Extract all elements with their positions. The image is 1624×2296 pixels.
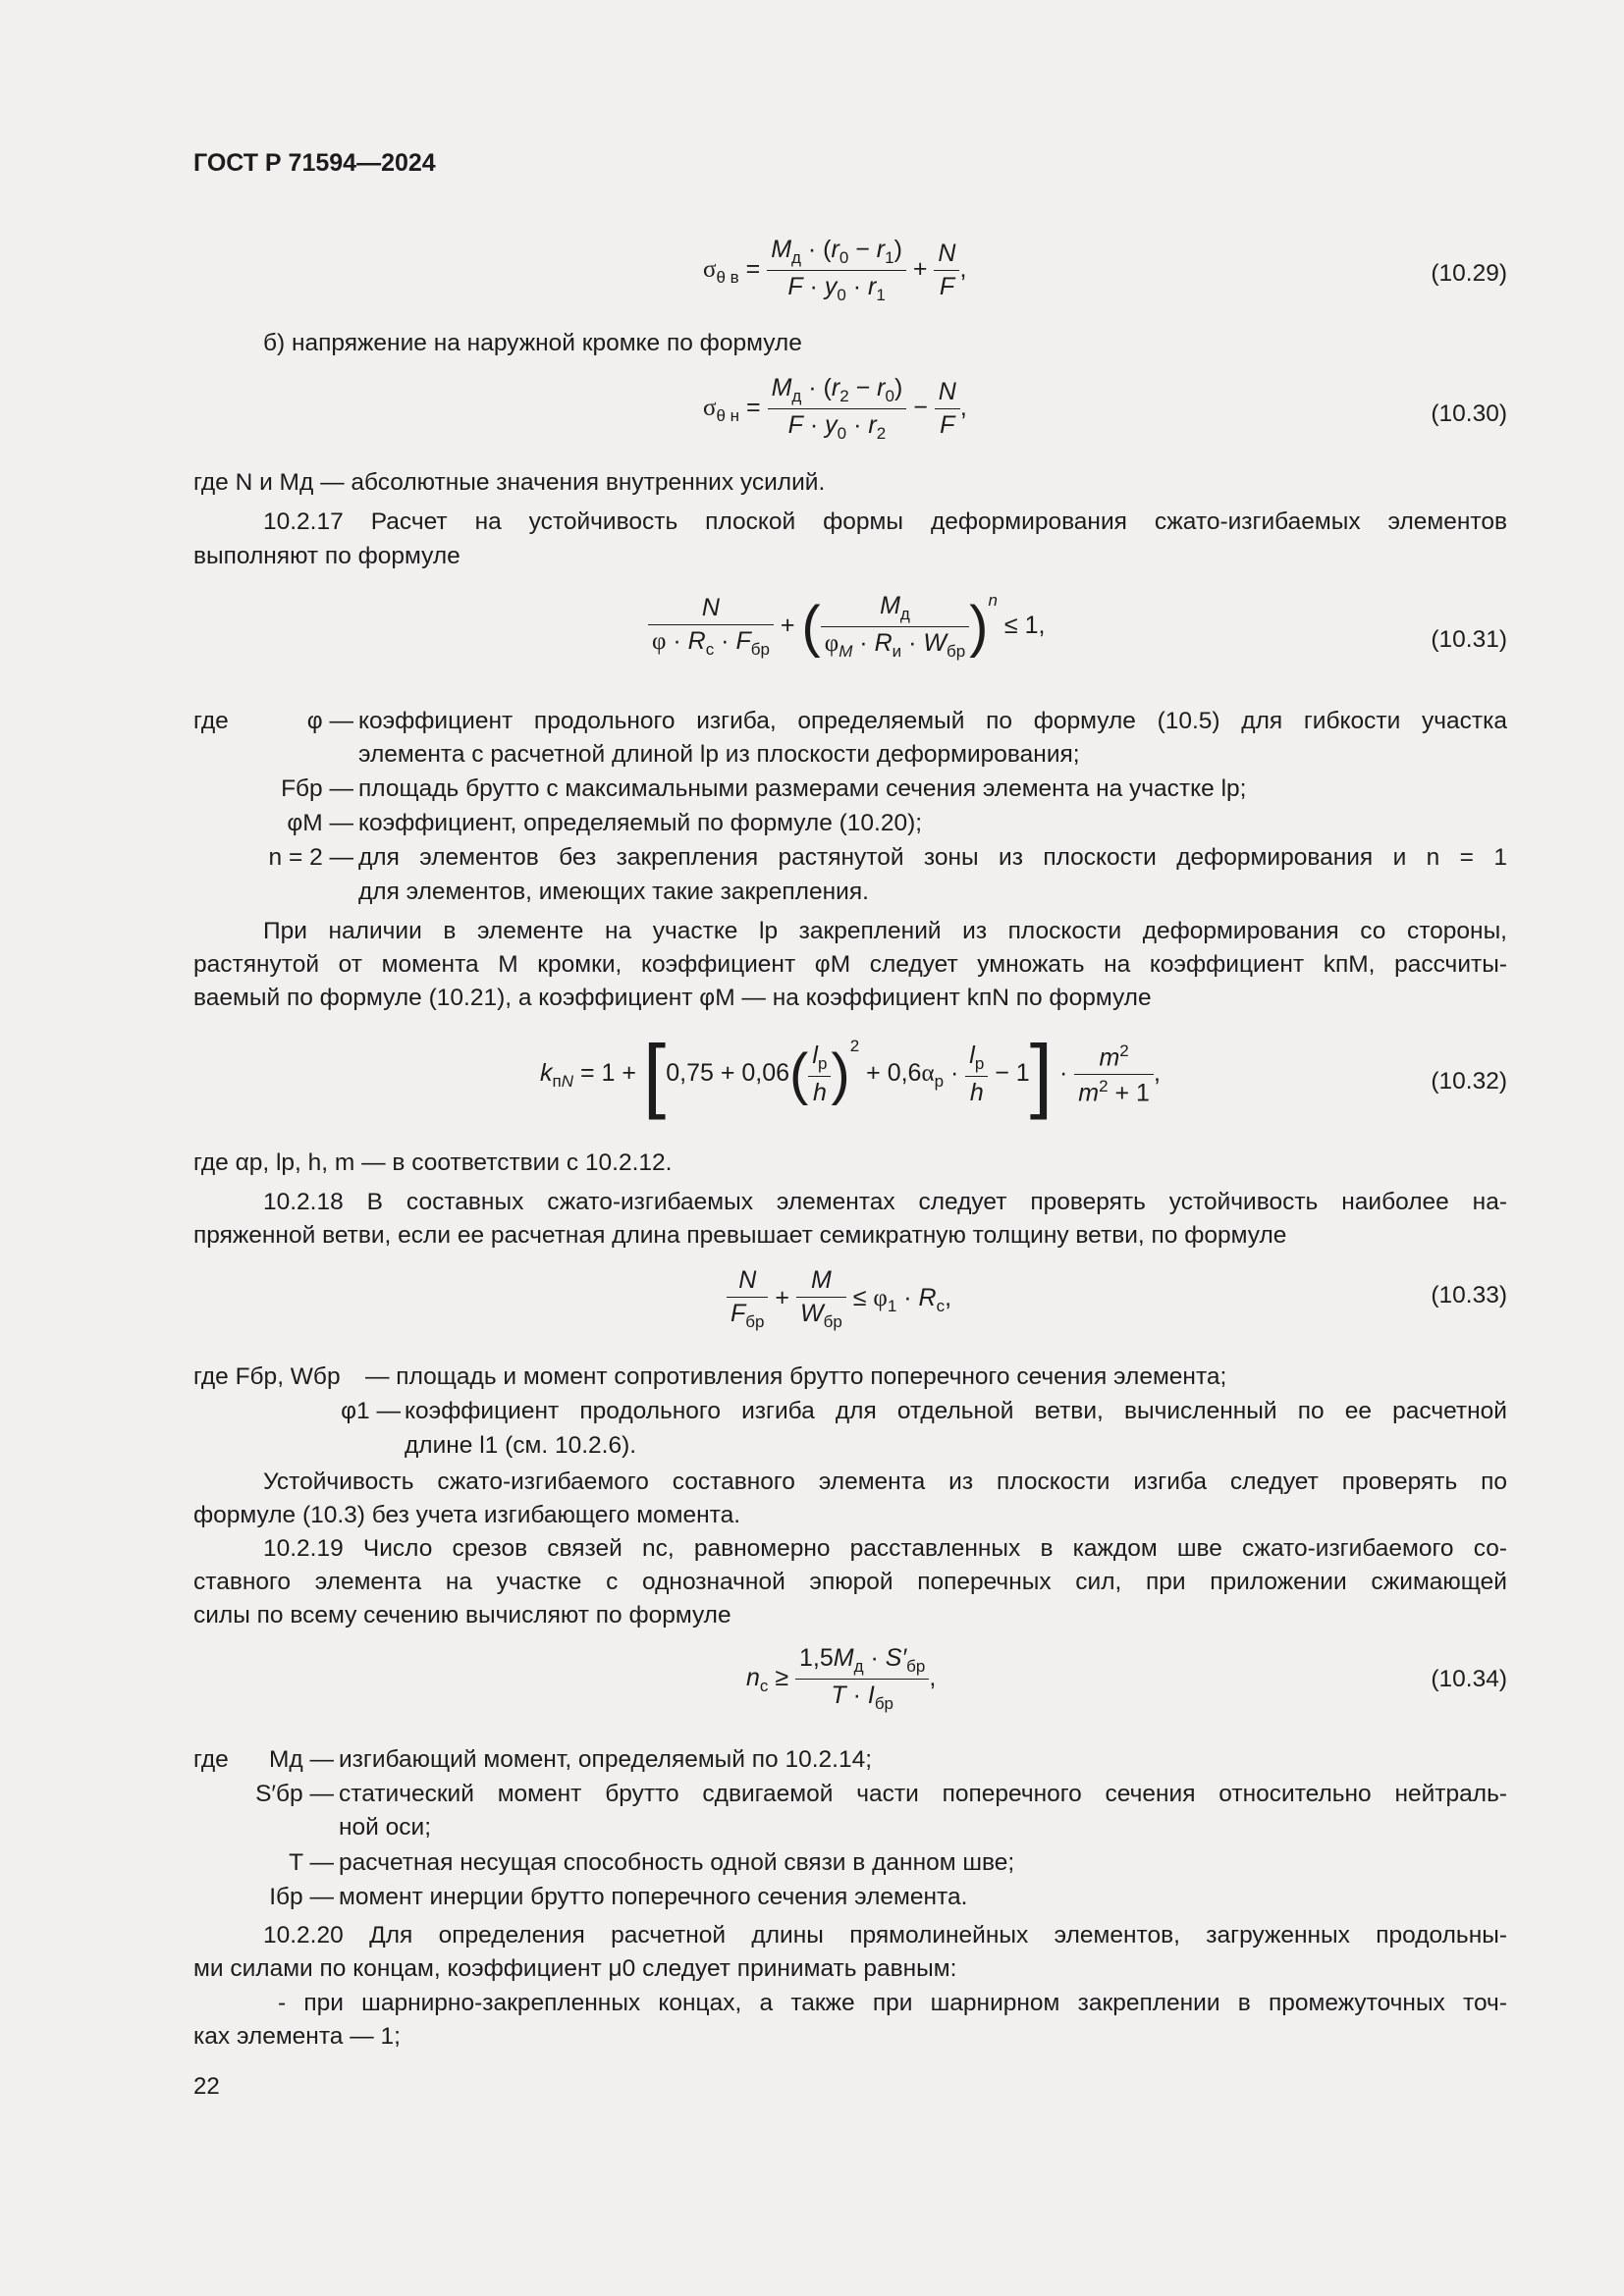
text-line: растянутой от момента M кромки, коэффициент φM следует умножать на коэффициент kпM, рассчиты- bbox=[193, 951, 1507, 978]
equation-number: (10.33) bbox=[1431, 1282, 1507, 1308]
text-line: длине l1 (см. 10.2.6). bbox=[405, 1432, 637, 1459]
page-number: 22 bbox=[193, 2073, 220, 2100]
text-line: расчетная несущая способность одной связи в данном шве; bbox=[339, 1849, 1015, 1876]
text-line: ваемый по формуле (10.21), а коэффициент φM — на коэффициент kпN по формуле bbox=[193, 985, 1152, 1011]
text-line: силы по всему сечению вычисляют по формуле bbox=[193, 1602, 731, 1629]
text-line: При наличии в элементе на участке lр закреплений из плоскости деформирования со стороны, bbox=[263, 918, 1507, 944]
text-line: площадь брутто с максимальными размерами сечения элемента на участке lр; bbox=[358, 775, 1247, 802]
text-line: Устойчивость сжато-изгибаемого составного элемента из плоскости изгиба следует проверять по bbox=[263, 1468, 1507, 1495]
text-line: где Fбр, Wбр bbox=[193, 1363, 341, 1390]
text-line: 10.2.20 Для определения расчетной длины прямолинейных элементов, загруженных продольны- bbox=[263, 1922, 1507, 1949]
text-line: где αр, lр, h, m — в соответствии с 10.2.12. bbox=[193, 1149, 673, 1176]
text-line: для элементов без закрепления растянутой зоны из плоскости деформирования и n = 1 bbox=[358, 844, 1507, 871]
equation-number: (10.32) bbox=[1431, 1068, 1507, 1095]
text-line: где N и Mд — абсолютные значения внутренних усилий. bbox=[193, 469, 826, 496]
equation-number: (10.31) bbox=[1431, 626, 1507, 653]
text-line: изгибающий момент, определяемый по 10.2.14; bbox=[339, 1746, 873, 1773]
equation-number: (10.30) bbox=[1431, 400, 1507, 427]
formula-10-29: $\sigma_{\theta в}$ = $\frac{M_д \cdot (r_0 - r_1)}{F \cdot y_0 \cdot r_1}$ + $\frac{N}{F}$ , bbox=[703, 236, 967, 304]
symbol-label: Mд — bbox=[268, 1746, 334, 1773]
text-line: для элементов, имеющих такие закрепления. bbox=[358, 879, 869, 905]
formula-10-30: $\sigma_{\theta н}$ = $\frac{M_д \cdot (r_2 - r_0)}{F \cdot y_0 \cdot r_2}$ − $\frac{N}{F}$ , bbox=[703, 374, 967, 443]
text-line: б) напряжение на наружной кромке по формуле bbox=[263, 330, 802, 356]
text-line: ми силами по концам, коэффициент μ0 следует принимать равным: bbox=[193, 1955, 957, 1982]
symbol-label: n = 2 — bbox=[268, 844, 353, 871]
text-line: 10.2.19 Число срезов связей nс, равномерно расставленных в каждом шве сжато-изгибаемого со- bbox=[263, 1535, 1507, 1562]
symbol-label: Fбр — bbox=[281, 775, 353, 802]
formula-10-33: $\frac{N}{F_{бр}}$ + $\frac{M}{W_{бр}}$ ≤ $\varphi_1 \cdot R_с$, bbox=[727, 1266, 951, 1332]
symbol-label: S′бр — bbox=[255, 1781, 334, 1807]
text-line: где bbox=[193, 1746, 229, 1773]
text-line: — площадь и момент сопротивления брутто поперечного сечения элемента; bbox=[365, 1363, 1227, 1390]
text-line: ках элемента — 1; bbox=[193, 2023, 401, 2050]
text-line: выполняют по формуле bbox=[193, 543, 460, 569]
equation-number: (10.29) bbox=[1431, 260, 1507, 287]
text-line: коэффициент, определяемый по формуле (10.20); bbox=[358, 810, 923, 836]
symbol-label: φ — bbox=[306, 708, 353, 734]
text-line: момент инерции брутто поперечного сечения элемента. bbox=[339, 1884, 968, 1910]
symbol-label: Iбр — bbox=[269, 1884, 334, 1910]
text-line: 10.2.17 Расчет на устойчивость плоской формы деформирования сжато-изгибаемых элементов bbox=[263, 508, 1507, 535]
symbol-label: φ1 — bbox=[341, 1398, 401, 1424]
text-line: формуле (10.3) без учета изгибающего момента. bbox=[193, 1502, 741, 1528]
text-line: 10.2.18 В составных сжато-изгибаемых элементах следует проверять устойчивость наиболее на- bbox=[263, 1189, 1507, 1215]
document-header: ГОСТ Р 71594—2024 bbox=[193, 149, 436, 177]
text-line: коэффициент продольного изгиба, определяемый по формуле (10.5) для гибкости участка bbox=[358, 708, 1507, 734]
formula-10-31: $\frac{N}{\varphi \cdot R_с \cdot F_{бр}}$ + ( $\frac{M_д}{\varphi_M \cdot R_и \cdot W_{бр}}$ )$^n$ ≤ 1, bbox=[648, 591, 1045, 662]
text-line: - при шарнирно-закрепленных концах, а также при шарнирном закреплении в промежуточных точ- bbox=[278, 1990, 1507, 2016]
text-line: элемента с расчетной длиной lр из плоскости деформирования; bbox=[358, 741, 1080, 768]
formula-10-34: $n_с$ ≥ $\frac{1,5M_д \cdot S'_{бр}}{T \cdot I_{бр}}$ , bbox=[746, 1644, 937, 1713]
text-line: ной оси; bbox=[339, 1814, 432, 1841]
text-line: статический момент брутто сдвигаемой части поперечного сечения относительно нейтраль- bbox=[339, 1781, 1507, 1807]
symbol-label: φM — bbox=[287, 810, 353, 836]
text-line: пряженной ветви, если ее расчетная длина превышает семикратную толщину ветви, по формуле bbox=[193, 1222, 1287, 1249]
formula-10-32: $k_{пN} = 1 + [0,75 + 0,06$( $\frac{l_р}{h}$ )$^2 + 0,6\alpha_р$ · $\frac{l_р}{h}$ − 1] · $\frac{m^2}{m^2 + 1}$ , bbox=[540, 1028, 1161, 1120]
text-line: где bbox=[193, 708, 229, 734]
text-line: ставного элемента на участке с однозначной эпюрой поперечных сил, при приложении сжимающей bbox=[193, 1569, 1507, 1595]
symbol-label: T — bbox=[289, 1849, 334, 1876]
text-line: коэффициент продольного изгиба для отдельной ветви, вычисленный по ее расчетной bbox=[405, 1398, 1507, 1424]
equation-number: (10.34) bbox=[1431, 1666, 1507, 1692]
